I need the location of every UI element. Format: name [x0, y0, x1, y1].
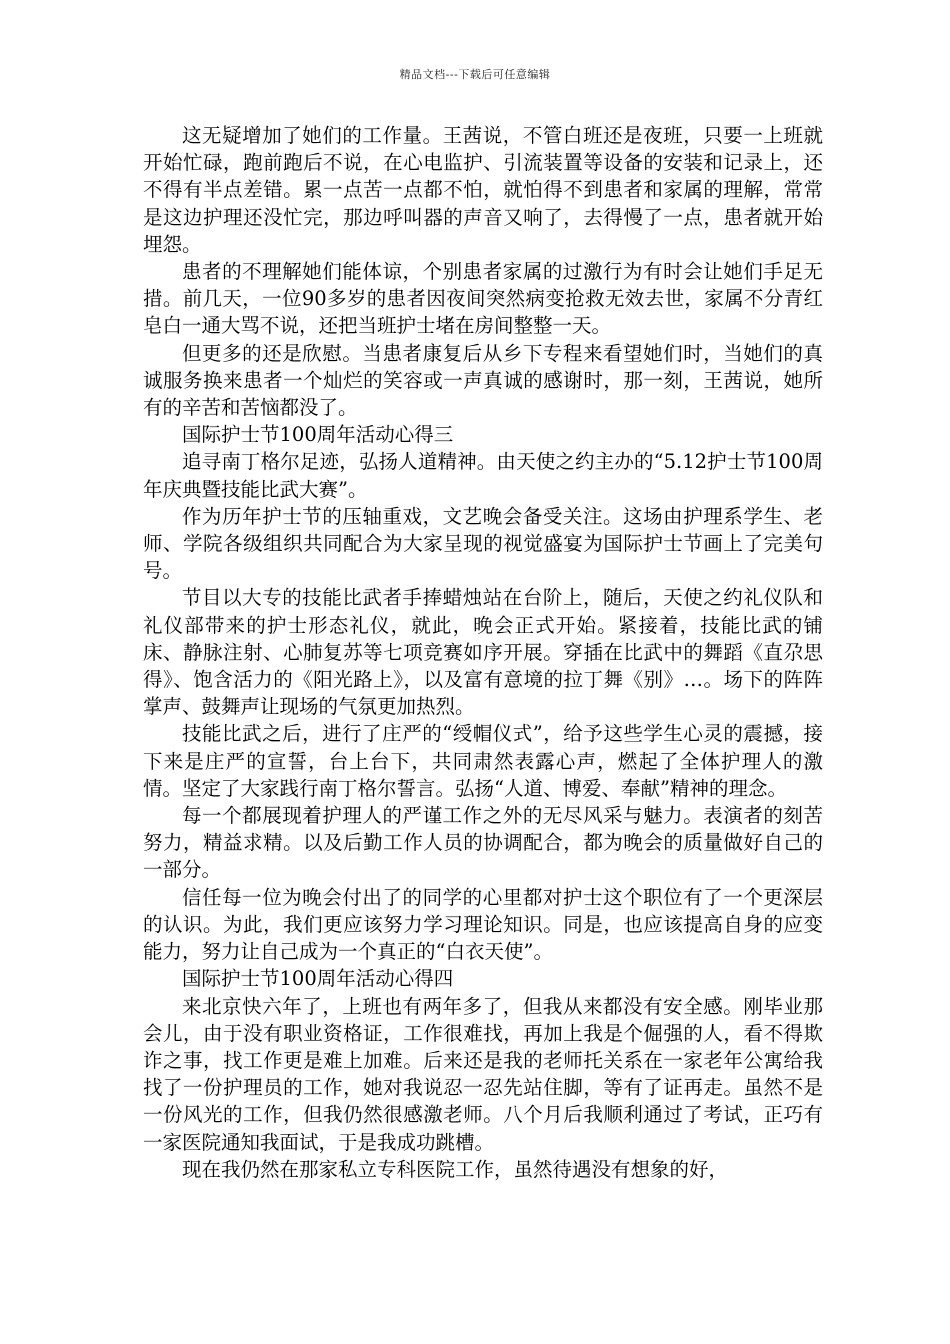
paragraph: 这无疑增加了她们的工作量。王茜说，不管白班还是夜班，只要一上班就开始忙碌，跑前跑后不说，在心电监护、引流装置等设备的安装和记录上，还不得有半点差错。累一点苦一点都不怕，就怕得不到患者和家属的理解，常常是这边护理还没忙完，那边呼叫器的声音又响了，去得慢了一点，患者就开始埋怨。 — [143, 124, 823, 256]
paragraph: 患者的不理解她们能体谅，个别患者家属的过激行为有时会让她们手足无措。前几天，一位90多岁的患者因夜间突然病变抢救无效去世，家属不分青红皂白一通大骂不说，还把当班护士堵在房间整整一天。 — [143, 260, 823, 338]
paragraph: 现在我仍然在那家私立专科医院工作，虽然待遇没有想象的好， — [182, 1157, 729, 1181]
page-header: 精品文档---下载后可任意编辑 — [399, 68, 551, 81]
section-heading: 国际护士节100周年活动心得三 — [182, 423, 454, 447]
paragraph: 作为历年护士节的压轴重戏，文艺晚会备受关注。这场由护理系学生、老师、学院各级组织共同配合为大家呈现的视觉盛宴为国际护士节画上了完美句号。 — [143, 504, 823, 583]
document-body — [143, 122, 823, 1183]
paragraph: 每一个都展现着护理人的严谨工作之外的无尽风采与魅力。表演者的刻苦努力，精益求精。以及后勤工作人员的协调配合，都为晚会的质量做好自己的一部分。 — [143, 804, 823, 882]
paragraph: 信任每一位为晚会付出了的同学的心里都对护士这个职位有了一个更深层的认识。为此，我们更应该努力学习理论知识。同是，也应该提高自身的应变能力，努力让自己成为一个真正的“白衣天使”。 — [143, 885, 823, 964]
paragraph: 但更多的还是欣慰。当患者康复后从乡下专程来看望她们时，当她们的真诚服务换来患者一个灿烂的笑容或一声真诚的感谢时，那一刻，王茜说，她所有的辛苦和苦恼都没了。 — [143, 341, 823, 420]
paragraph: 技能比武之后，进行了庄严的“绶帽仪式”，给予这些学生心灵的震撼，接下来是庄严的宣誓，台上台下，共同肃然表露心声，燃起了全体护理人的激情。坚定了大家践行南丁格尔誓言。弘扬“人道、博爱、奉献”精神的理念。 — [143, 722, 823, 800]
paragraph: 追寻南丁格尔足迹，弘扬人道精神。由天使之约主办的“5.12护士节100周年庆典暨技能比武大赛”。 — [143, 450, 823, 501]
paragraph: 来北京快六年了，上班也有两年多了，但我从来都没有安全感。刚毕业那会儿，由于没有职业资格证，工作很难找，再加上我是个倔强的人，看不得欺诈之事，找工作更是难上加难。后来还是我的老师托关系在一家老年公寓给我找了一份护理员的工作，她对我说忍一忍先站住脚，等有了证再走。虽然不是一份风光的工作，但我仍然很感激老师。八个月后我顺利通过了考试，正巧有一家医院通知我面试，于是我成功跳槽。 — [143, 994, 823, 1154]
section-heading: 国际护士节100周年活动心得四 — [182, 967, 454, 991]
paragraph: 节目以大专的技能比武者手捧蜡烛站在台阶上，随后，天使之约礼仪队和礼仪部带来的护士形态礼仪，就此，晚会正式开始。紧接着，技能比武的铺床、静脉注射、心肺复苏等七项竞赛如序开展。穿插在比武中的舞蹈《直尕思得》、饱含活力的《阳光路上》，以及富有意境的拉丁舞《别》…。场下的阵阵掌声、鼓舞声让现场的气氛更加热烈。 — [143, 586, 823, 719]
